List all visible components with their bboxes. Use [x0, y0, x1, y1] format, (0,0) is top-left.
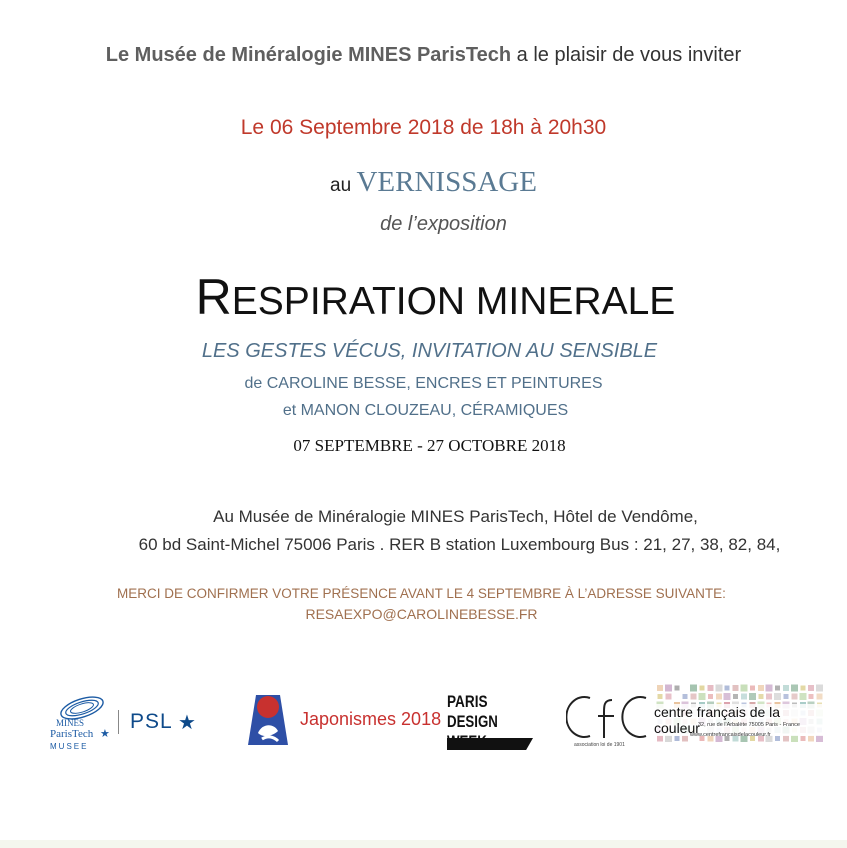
rsvp-text: MERCI DE CONFIRMER VOTRE PRÉSENCE AVANT LE 4 SEPTEMBRE À L’ADRESSE SUIVANTE: [117, 586, 726, 601]
cfc-color-dot [741, 685, 748, 692]
cfc-color-dot [674, 736, 679, 741]
cfc-color-dot [791, 693, 797, 699]
cfc-color-dot [749, 693, 756, 700]
cfc-color-dot [816, 685, 823, 692]
japonismes-emblem-icon [244, 693, 292, 747]
cfc-color-dot [808, 685, 814, 691]
exposition-label: de l’exposition [380, 213, 507, 235]
au-label: au [330, 175, 357, 196]
cfc-color-dot [683, 694, 688, 699]
cfc-color-dot [775, 736, 780, 741]
cfc-name: centre français de la couleur [652, 704, 824, 736]
cfc-color-dot [665, 693, 671, 699]
japonismes-text: Japonismes 2018 [300, 709, 442, 729]
paris-design-week-logo [446, 692, 542, 756]
cfc-color-dot [766, 685, 773, 692]
cfc-color-dot [799, 693, 806, 700]
cfc-color-dot [700, 686, 705, 691]
artist-1: de CAROLINE BESSE, ENCRES ET PEINTURES [244, 375, 603, 392]
cfc-color-dot [715, 685, 722, 692]
cfc-color-dot [724, 693, 731, 700]
psl-text: PSL [130, 710, 173, 733]
exhibition-dates: 07 SEPTEMBRE - 27 OCTOBRE 2018 [293, 436, 566, 455]
venue-line-1: Au Musée de Minéralogie MINES ParisTech, Hôtel de Vendôme, [213, 507, 698, 526]
cfc-color-dot [733, 694, 738, 699]
cfc-color-dot [791, 685, 798, 692]
cfc-color-dot [674, 686, 679, 691]
cfc-color-dot [808, 735, 814, 741]
host-line [0, 44, 847, 67]
host-suffix: a le plaisir de vous inviter [511, 44, 742, 66]
title-first-letter: R [195, 269, 232, 325]
mines-paristech-logo [44, 694, 116, 754]
pdw-design-week: DESIGN [447, 712, 498, 731]
psl-divider [118, 710, 119, 734]
paristech-text: ParisTech [50, 728, 94, 740]
cfc-color-dot [657, 685, 663, 691]
cfc-association-text: association loi de 1901 [574, 742, 625, 748]
mines-star-icon: ★ [100, 728, 110, 740]
exhibition-title [12, 268, 847, 326]
cfc-color-dot [758, 685, 764, 691]
exhibition-subtitle: LES GESTES VÉCUS, INVITATION AU SENSIBLE [201, 340, 658, 362]
cfc-color-dot [784, 694, 789, 699]
cfc-color-dot [783, 735, 789, 741]
host-name: Le Musée de Minéralogie MINES ParisTech [105, 44, 512, 66]
cfc-color-dot [658, 694, 663, 699]
cfc-color-dot [800, 686, 805, 691]
pdw-paris: PARIS [447, 692, 488, 711]
cfc-color-dot [783, 685, 789, 691]
cfc-color-dot [766, 693, 772, 699]
title-rest: ESPIRATION MINERALE [231, 280, 676, 323]
cfc-color-dot [725, 686, 730, 691]
cfc-color-dot [690, 685, 697, 692]
psl-star-icon: ★ [178, 712, 196, 734]
cfc-color-dot [774, 693, 781, 700]
cfc-color-dot [708, 694, 713, 699]
cfc-color-dot [665, 685, 672, 692]
artist-2: et MANON CLOUZEAU, CÉRAMIQUES [282, 402, 569, 419]
cfc-url: www.centrefrancaisdelacouleur.fr [690, 732, 771, 738]
cfc-color-dot [682, 735, 688, 741]
venue-line-2: 60 bd Saint-Michel 75006 Paris . RER B station Luxembourg Bus : 21, 27, 38, 82, 84, [138, 535, 781, 554]
cfc-color-dot [809, 694, 814, 699]
cfc-color-dot [750, 686, 755, 691]
vernissage-line [10, 166, 847, 199]
rsvp-email[interactable]: RESAEXPO@CAROLINEBESSE.FR [305, 606, 538, 622]
cfc-color-dot [657, 735, 663, 741]
cfc-color-dot [733, 685, 739, 691]
mines-text: MINES [56, 718, 85, 728]
cfc-color-dot [699, 693, 706, 700]
cfc-color-dot [691, 693, 697, 699]
musee-text: MUSEE [50, 742, 89, 751]
cfc-color-dot [716, 693, 722, 699]
cfc-color-dot [707, 685, 713, 691]
cfc-color-dot [741, 693, 747, 699]
psl-logo [118, 708, 202, 736]
vernissage-label: VERNISSAGE [356, 166, 537, 198]
cfc-color-dot [817, 693, 823, 699]
cfc-color-dot [775, 686, 780, 691]
event-date: Le 06 Septembre 2018 de 18h à 20h30 [240, 116, 607, 139]
pdw-underline [447, 738, 533, 750]
cfc-color-dot [800, 736, 805, 741]
cfc-logo [566, 684, 824, 748]
japonismes-logo [244, 693, 444, 749]
bottom-strip [0, 840, 847, 848]
cfc-color-dot [758, 694, 763, 699]
cfc-address: 32, rue de l'Arbalète 75005 Paris - France [698, 722, 800, 728]
cfc-monogram-icon [566, 692, 650, 742]
